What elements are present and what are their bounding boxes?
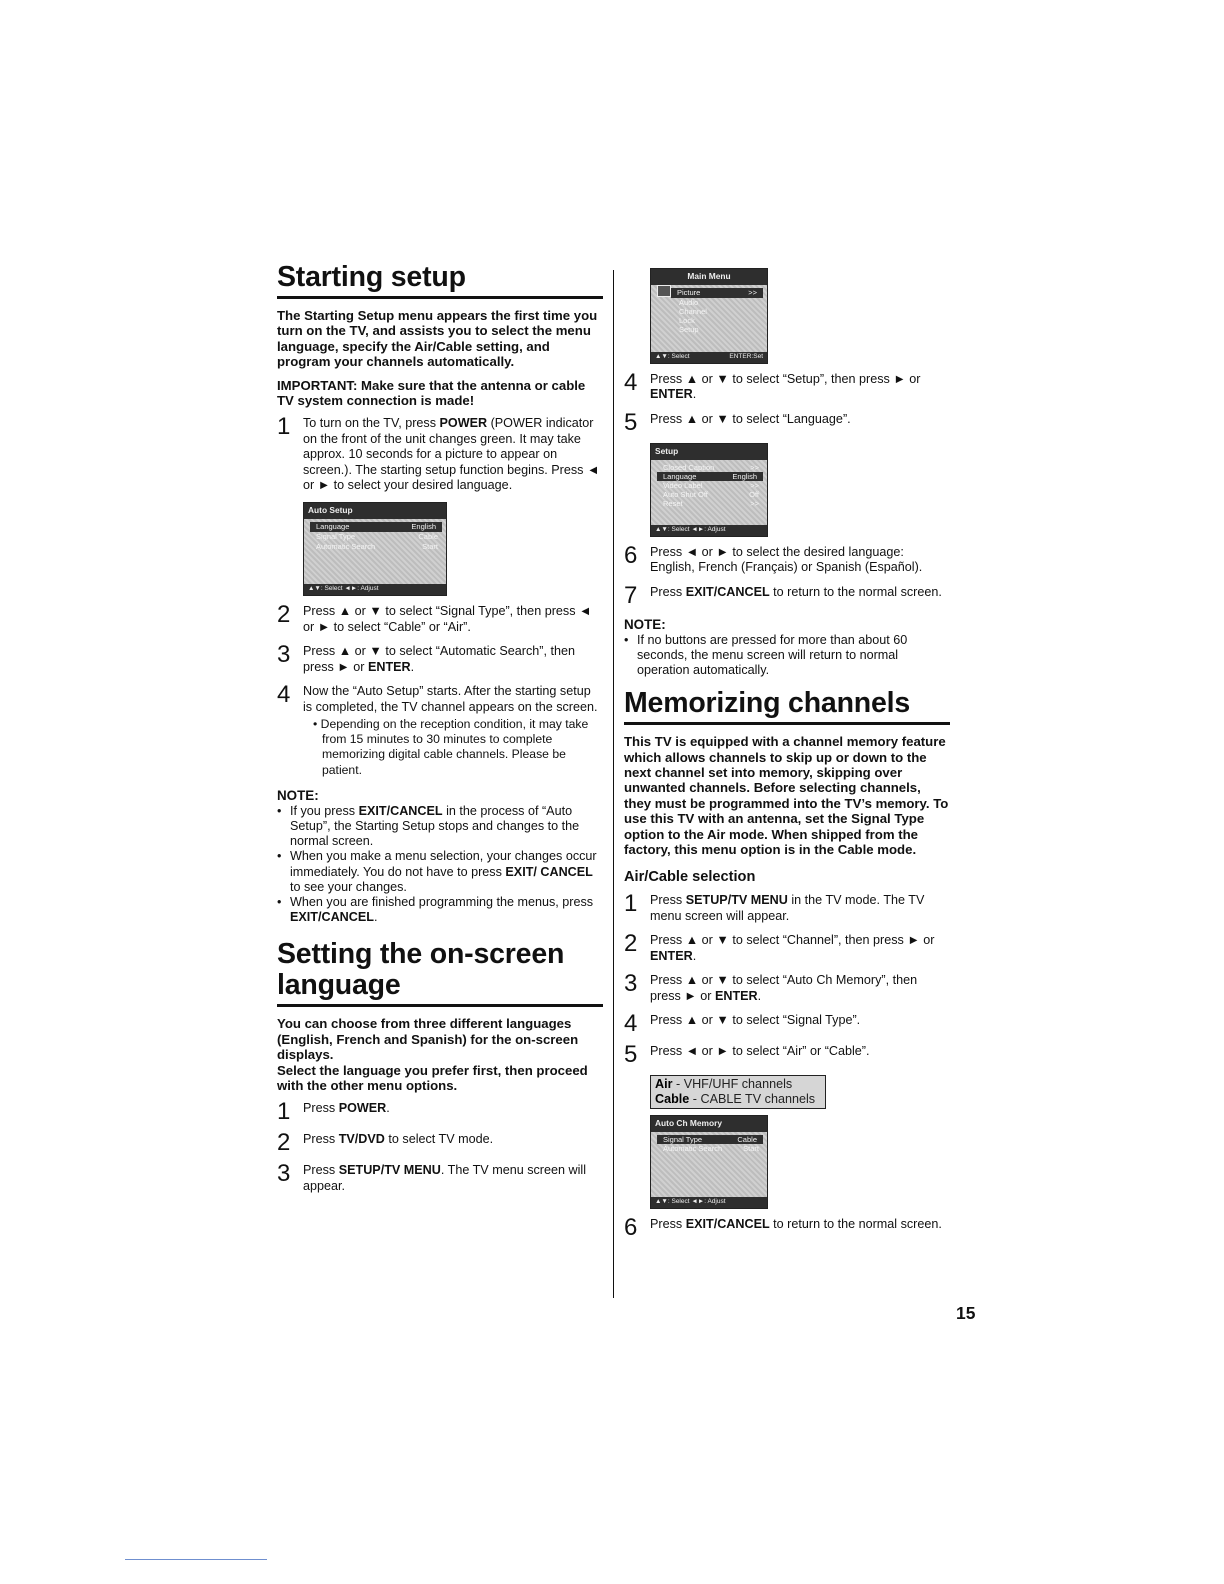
auto-ch-memory-screen	[650, 1115, 768, 1209]
note-item: • When you are finished programming the menus, press EXIT/CANCEL.	[277, 895, 603, 925]
step-text: Now the “Auto Setup” starts. After the starting setup is completed, the TV channel appears on the screen. • Depending on the reception condition, it may take from 15 minutes to 30 minutes to complete memorizing digital cable channels. Please be patient.	[303, 684, 603, 778]
setup-step-5	[624, 408, 950, 436]
step-text: To turn on the TV, press POWER (POWER indicator on the front of the unit changes green. It may take approx. 10 seconds for a picture to appear on screen.). The starting setup function begins. Press ◄ or ► to select your desired language.	[303, 416, 600, 493]
note-heading: NOTE:	[277, 787, 319, 803]
footer-rule	[125, 1559, 267, 1560]
step-text: Press SETUP/TV MENU in the TV mode. The TV menu screen will appear.	[650, 893, 925, 923]
screen-row: Signal Type Cable	[657, 1135, 763, 1144]
step-number: 4	[624, 1009, 638, 1037]
screen-title: Main Menu	[651, 269, 767, 285]
screen-row: Signal Type Cable	[316, 532, 438, 542]
setup-step-7	[624, 581, 950, 609]
starting-step-4	[277, 681, 603, 778]
step-number: 3	[277, 1160, 291, 1188]
screen-row: Video Label >>	[663, 480, 759, 490]
step-text: Press EXIT/CANCEL to return to the normal screen.	[650, 1216, 942, 1231]
step-text: Press ▲ or ▼ to select “Channel”, then press ► or ENTER.	[650, 933, 935, 963]
screen-row: Automatic Search Start	[663, 1143, 759, 1153]
language-heading: Setting the on-screen language	[277, 939, 603, 1007]
step-text: Press ◄ or ► to select the desired language: English, French (Français) or Spanish (Español).	[650, 544, 923, 575]
step-number: 1	[624, 890, 638, 918]
screen-title: Auto Ch Memory	[651, 1116, 767, 1132]
step-number: 3	[277, 641, 291, 669]
step-text: Press ▲ or ▼ to select “Language”.	[650, 411, 851, 426]
important-notice: IMPORTANT: Make sure that the antenna or cable TV system connection is made!	[277, 377, 586, 409]
starting-step-1	[277, 413, 603, 493]
memorizing-heading: Memorizing channels	[624, 688, 950, 725]
starting-setup-heading: Starting setup	[277, 262, 603, 299]
step-number: 4	[624, 369, 638, 396]
step-text: Press SETUP/TV MENU. The TV menu screen will appear.	[303, 1163, 586, 1193]
main-menu-screen	[650, 268, 768, 364]
memorizing-step-1	[624, 890, 950, 924]
memorizing-intro: This TV is equipped with a channel memory feature which allows channels to skip up or down to the next channel set into memory, skipping over unwanted channels. Before selecting channels, they must be programmed into the TV’s memory. To use this TV with an antenna, set the Signal Type option to the Air mode. When shipped from the factory, this menu option is in the Cable mode.	[624, 734, 949, 858]
screen-row: Lock	[679, 316, 695, 325]
setup-step-6	[624, 541, 950, 576]
right-column	[624, 268, 950, 1248]
screen-footer: ▲▼: Select ◄►: Adjust	[651, 525, 767, 536]
left-column	[277, 262, 603, 1203]
screen-footer: ▲▼: Select ◄►: Adjust	[304, 584, 446, 595]
step-number: 7	[624, 581, 638, 609]
step-text: Press ▲ or ▼ to select “Signal Type”.	[650, 1012, 861, 1027]
language-step-1	[277, 1098, 603, 1126]
note-item: • If you press EXIT/CANCEL in the process of “Auto Setup”, the Starting Setup stops and changes to the normal screen.	[277, 804, 603, 850]
signal-type-legend	[650, 1075, 826, 1109]
screen-row: Reset >>	[663, 498, 759, 508]
screen-row: Closed Caption >>	[663, 462, 759, 472]
screen-row: Automatic Search Start	[316, 542, 438, 552]
setup-step-4	[624, 369, 950, 403]
memorizing-step-5	[624, 1040, 950, 1068]
screen-footer: ▲▼: Select ENTER:Set	[651, 352, 767, 363]
memorizing-step-6	[624, 1213, 950, 1241]
screen-row: Auto Shut Off Off	[663, 489, 759, 499]
step-number: 5	[624, 1040, 638, 1068]
step-text: Press EXIT/CANCEL to return to the normal screen.	[650, 584, 942, 599]
step-number: 3	[624, 970, 638, 998]
note-item: • If no buttons are pressed for more than about 60 seconds, the menu screen will return to normal operation automatically.	[624, 633, 950, 679]
step-number: 2	[277, 601, 291, 629]
language-intro: You can choose from three different languages (English, French and Spanish) for the on-screen displays.	[277, 1016, 579, 1063]
step-text: Press ▲ or ▼ to select “Automatic Search”, then press ► or ENTER.	[303, 644, 576, 674]
starting-setup-intro: The Starting Setup menu appears the first time you turn on the TV, and assists you to select the menu language, specify the Air/Cable setting, and program your channels automatically.	[277, 308, 598, 370]
step-number: 1	[277, 413, 291, 441]
memorizing-step-3	[624, 970, 950, 1004]
language-intro-2: Select the language you prefer first, then proceed with the other menu options.	[277, 1062, 588, 1093]
legend-air: Air - VHF/UHF channels	[655, 1076, 793, 1091]
step-number: 2	[624, 930, 638, 958]
step-text: Press POWER.	[303, 1101, 390, 1116]
step-number: 2	[277, 1129, 291, 1157]
column-divider	[613, 270, 614, 1298]
language-step-3	[277, 1160, 603, 1194]
step-text: Press TV/DVD to select TV mode.	[303, 1132, 494, 1147]
note-item: • When you make a menu selection, your changes occur immediately. You do not have to press EXIT/ CANCEL to see your changes.	[277, 849, 603, 895]
screen-row: Setup	[679, 325, 699, 334]
starting-step-2	[277, 601, 603, 635]
step-number: 5	[624, 408, 638, 436]
note-heading: NOTE:	[624, 616, 666, 632]
picture-icon	[657, 285, 671, 297]
step-number: 6	[624, 1213, 638, 1241]
auto-setup-screen	[303, 502, 447, 596]
step-number: 1	[277, 1098, 291, 1126]
step-text: Press ▲ or ▼ to select “Setup”, then press ► or ENTER.	[650, 372, 921, 402]
screen-row: Picture >>	[671, 288, 763, 298]
setup-menu-screen	[650, 443, 768, 537]
language-step-2	[277, 1129, 603, 1157]
screen-row: Language English	[310, 522, 442, 532]
page-number: 15	[956, 1303, 976, 1323]
screen-row: Audio	[679, 298, 699, 307]
memorizing-step-2	[624, 930, 950, 964]
step-text: Press ◄ or ► to select “Air” or “Cable”.	[650, 1043, 870, 1058]
screen-footer: ▲▼: Select ◄►: Adjust	[651, 1197, 767, 1208]
step-text: Press ▲ or ▼ to select “Signal Type”, then press ◄ or ► to select “Cable” or “Air”.	[303, 604, 592, 634]
screen-title: Setup	[651, 444, 767, 460]
step-number: 6	[624, 541, 638, 569]
memorizing-step-4	[624, 1009, 950, 1037]
screen-row: Channel	[679, 307, 707, 316]
screen-row: Language English	[657, 472, 763, 481]
legend-cable: Cable - CABLE TV channels	[655, 1091, 816, 1106]
step-text: Press ▲ or ▼ to select “Auto Ch Memory”, then press ► or ENTER.	[650, 973, 918, 1003]
step-number: 4	[277, 681, 291, 709]
air-cable-subheading: Air/Cable selection	[624, 869, 756, 886]
step-subnote: • Depending on the reception condition, it may take from 15 minutes to 30 minutes to complete memorizing digital cable channels. Please be patient.	[313, 716, 589, 777]
starting-step-3	[277, 641, 603, 675]
screen-title: Auto Setup	[304, 503, 446, 519]
